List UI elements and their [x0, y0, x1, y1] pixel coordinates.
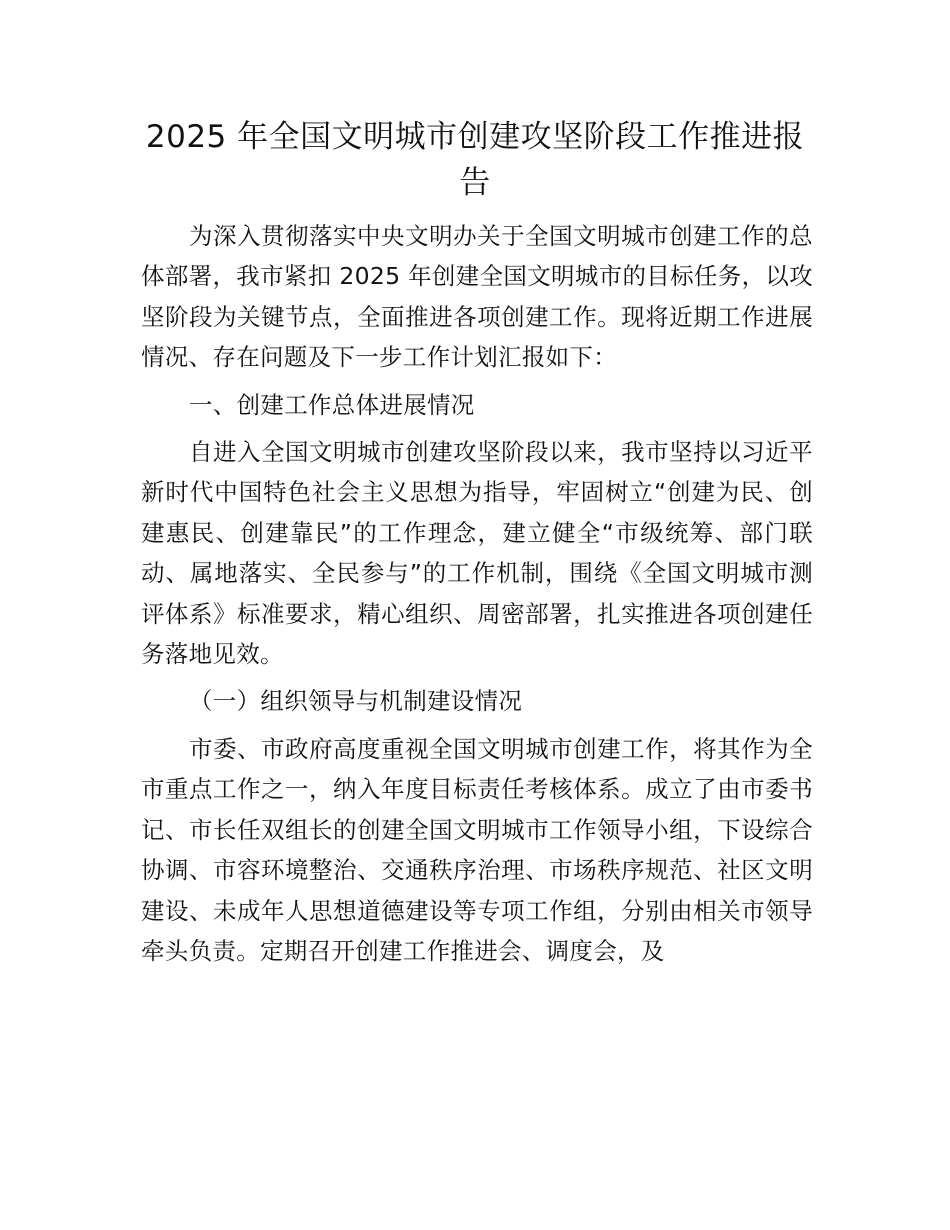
document-body: [141, 216, 813, 971]
subsection-heading: （一）组织领导与机制建设情况: [189, 687, 523, 716]
section-paragraph: 自进入全国文明城市创建攻坚阶段以来，我市坚持以习近平新时代中国特色社会主义思想为指导，牢固树立“创建为民、创建惠民、创建靠民”的工作理念，建立健全“市级统筹、部门联动、属地落实、全民参与”的工作机制，围绕《全国文明城市测评体系》标准要求，精心组织、周密部署，扎实推进各项创建任务落地见效。: [141, 438, 813, 669]
intro-paragraph: 为深入贯彻落实中央文明办关于全国文明城市创建工作的总体部署，我市紧扣 2025 年创建全国文明城市的目标任务，以攻坚阶段为关键节点，全面推进各项创建工作。现将近期工作进展情况、存在问题及下一步工作计划汇报如下：: [141, 222, 813, 372]
document-title: 2025 年全国文明城市创建攻坚阶段工作推进报告: [145, 119, 805, 201]
section-heading: 一、创建工作总体进展情况: [189, 390, 475, 419]
subsection-paragraph: 市委、市政府高度重视全国文明城市创建工作，将其作为全市重点工作之一，纳入年度目标责任考核体系。成立了由市委书记、市长任双组长的创建全国文明城市工作领导小组，下设综合协调、市容环境整治、交通秩序治理、市场秩序规范、社区文明建设、未成年人思想道德建设等专项工作组，分别由相关市领导牵头负责。定期召开创建工作推进会、调度会，及: [141, 734, 813, 965]
